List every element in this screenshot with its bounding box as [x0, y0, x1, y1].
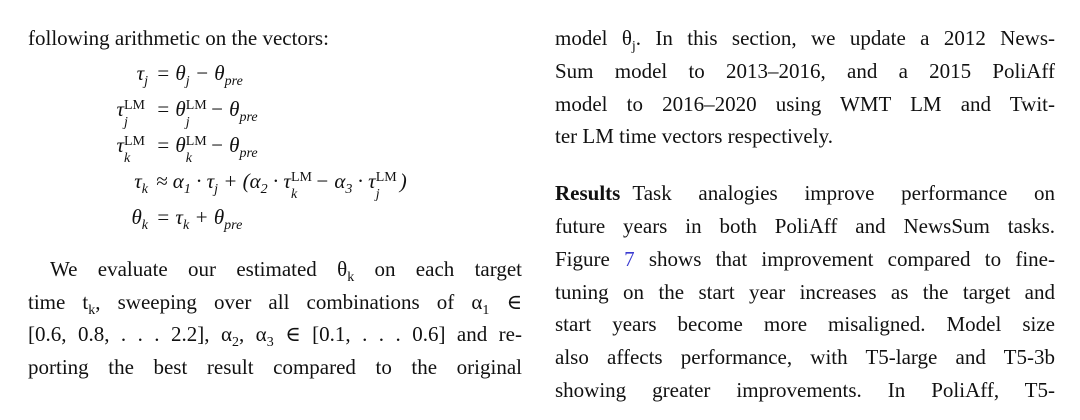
equation-lhs: $\tau_k$	[134, 168, 148, 197]
equation-theta-k	[28, 201, 522, 234]
left-column	[28, 22, 522, 384]
paragraph-line: model to 2016–2020 using WMT LM and Twit-	[555, 91, 1055, 116]
equation-rhs: = θ LM k − $\theta_{pre}$	[156, 132, 258, 166]
equation-block	[28, 55, 522, 253]
paragraph-line: Figure 7 shows that improvement compared to fine-	[555, 246, 1055, 271]
right-column	[555, 22, 1055, 407]
equation-tau-j	[28, 57, 522, 90]
equation-tau-k-lm	[28, 129, 522, 166]
equation-tau-k	[28, 165, 522, 202]
results-first-line	[555, 177, 1055, 210]
paragraph-gap	[555, 153, 1055, 177]
paragraph-line	[28, 253, 522, 286]
paragraph-line: Sum model to 2013–2016, and a 2015 PoliAff	[555, 58, 1055, 83]
paragraph-line: model $\theta_j$. In this section, we update a 2012 News-	[555, 26, 1055, 54]
equation-lhs: $\tau_j$	[136, 60, 148, 89]
equation-rhs: = $\theta_j - \theta_{pre}$	[156, 60, 243, 89]
paragraph-line: time $t_k$, sweeping over all combinations of $\alpha_1$ ∈	[28, 289, 522, 318]
paragraph-line: showing greater improvements. In PoliAff, T5-	[555, 377, 1055, 402]
paragraph-line: start years become more misaligned. Model size	[555, 312, 1055, 337]
paragraph-line: also affects performance, with T5-large and T5-3b	[555, 345, 1055, 370]
results-heading: Results	[555, 181, 621, 206]
equation-rhs: ≈ $\alpha_1 \cdot \tau_j + (\alpha_2 \cdot \tau$ LM k − $\alpha_3 \cdot \tau$ LM j )	[156, 168, 407, 202]
equation-rhs: = θ LM j − $\theta_{pre}$	[156, 96, 258, 130]
paragraph-line: [0.6, 0.8, . . . 2.2], $\alpha_2$, $\alpha_3$ ∈ [0.1, . . . 0.6] and re-	[28, 322, 522, 351]
equation-tau-j-lm	[28, 93, 522, 130]
paragraph-line: tuning on the start year increases as the target and	[555, 279, 1055, 304]
paragraph-line: future years in both PoliAff and NewsSum tasks.	[555, 213, 1055, 238]
paragraph-line: porting the best result compared to the original	[28, 355, 522, 380]
intro-line: following arithmetic on the vectors:	[28, 26, 329, 50]
paragraph-text: Task analogies improve performance on	[632, 181, 1055, 206]
equation-rhs: = $\tau_k + \theta_{pre}$	[156, 204, 243, 233]
equation-lhs: τ LM j	[116, 96, 145, 130]
paragraph-text: We evaluate our estimated $\theta_k$ on each target	[50, 256, 523, 285]
equation-lhs: τ LM k	[116, 132, 145, 166]
paragraph-line: ter LM time vectors respectively.	[555, 124, 833, 149]
equation-lhs: $\theta_k$	[131, 204, 148, 233]
